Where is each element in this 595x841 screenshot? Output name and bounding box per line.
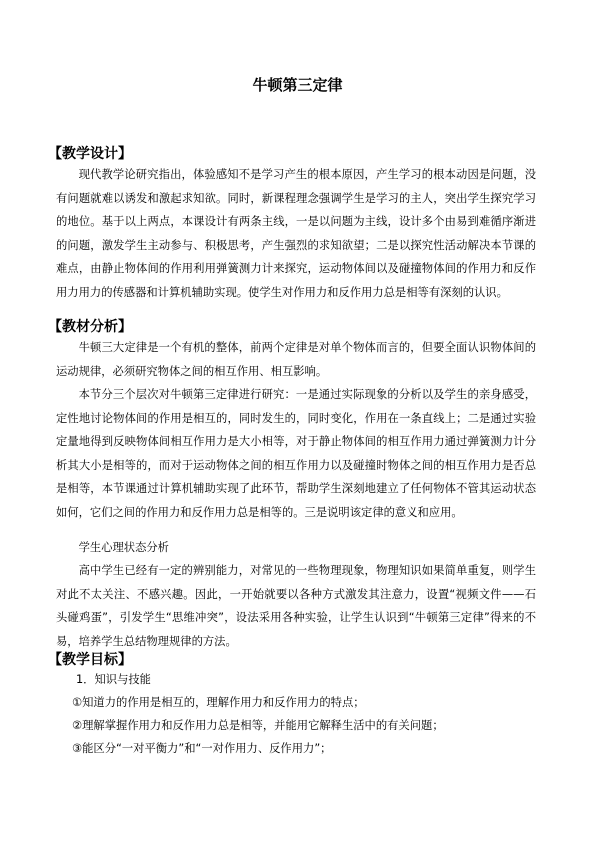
section-heading-design: 【教学设计】 <box>48 146 132 162</box>
analysis-paragraph-2: 本节分三个层次对牛顿第三定律进行研究：一是通过实际现象的分析以及学生的亲身感受，定性地讨论物体间的作用是相互的，同时发生的，同时变化，作用在一条直线上；二是通过实验定量地得到反映物体间相互作用力是大小相等，对于静止物体间的相互作用力通过弹簧测力计分析其大小是相等的，而对于运动物体之间的相互作用力以及碰撞时物体之间的相互作用力是否总是相等，本节课通过计算机辅助实现了此环节，帮助学生深刻地建立了任何物体不管其运动状态如何，它们之间的作用力和反作用力总是相等的。三是说明该定律的意义和应用。 <box>56 388 536 519</box>
goal-item: ③能区分“一对平衡力”和“一对作用力、反作用力”； <box>72 742 332 755</box>
goal-item: ①知道力的作用是相互的，理解作用力和反作用力的特点； <box>72 696 365 709</box>
section-heading-analysis: 【教材分析】 <box>48 319 132 335</box>
goal-item: ②理解掌握作用力和反作用力总是相等，并能用它解释生活中的有关问题； <box>72 719 444 732</box>
document-title: 牛顿第三定律 <box>252 76 343 94</box>
section-heading-goals: 【教学目标】 <box>48 652 132 668</box>
analysis-paragraph-3: 高中学生已经有一定的辨别能力，对常见的一些物理现象，物理知识如果简单重复，则学生对此不太关注、不感兴趣。因此，一开始就要以各种方式激发其注意力，设置“视频文件——石头碰鸡蛋”，引发学生“思维冲突”，设法采用各种实验，让学生认识到“牛顿第三定律”得来的不易，培养学生总结物理规律的方法。 <box>56 564 536 648</box>
design-paragraph: 现代教学论研究指出，体验感知不是学习产生的根本原因，产生学习的根本动因是问题，没有问题就难以诱发和激起求知欲。同时，新课程理念强调学生是学习的主人，突出学生探究学习的地位。基于以上两点，本课设计有两条主线，一是以问题为主线，设计多个由易到难循序渐进的问题，激发学生主动参与、积极思考，产生强烈的求知欲望；二是以探究性活动解决本节课的难点，由静止物体间的作用利用弹簧测力计来探究，运动物体间以及碰撞物体间的作用力和反作用力用力的传感器和计算机辅助实现。使学生对作用力和反作用力总是相等有深刻的认识。 <box>56 168 536 299</box>
analysis-subheading: 学生心理状态分析 <box>78 541 169 554</box>
analysis-paragraph-1: 牛顿三大定律是一个有机的整体，前两个定律是对单个物体而言的，但要全面认识物体间的运动规律，必须研究物体之间的相互作用、相互影响。 <box>56 341 536 378</box>
goals-subtitle: 1．知识与技能 <box>76 673 151 686</box>
